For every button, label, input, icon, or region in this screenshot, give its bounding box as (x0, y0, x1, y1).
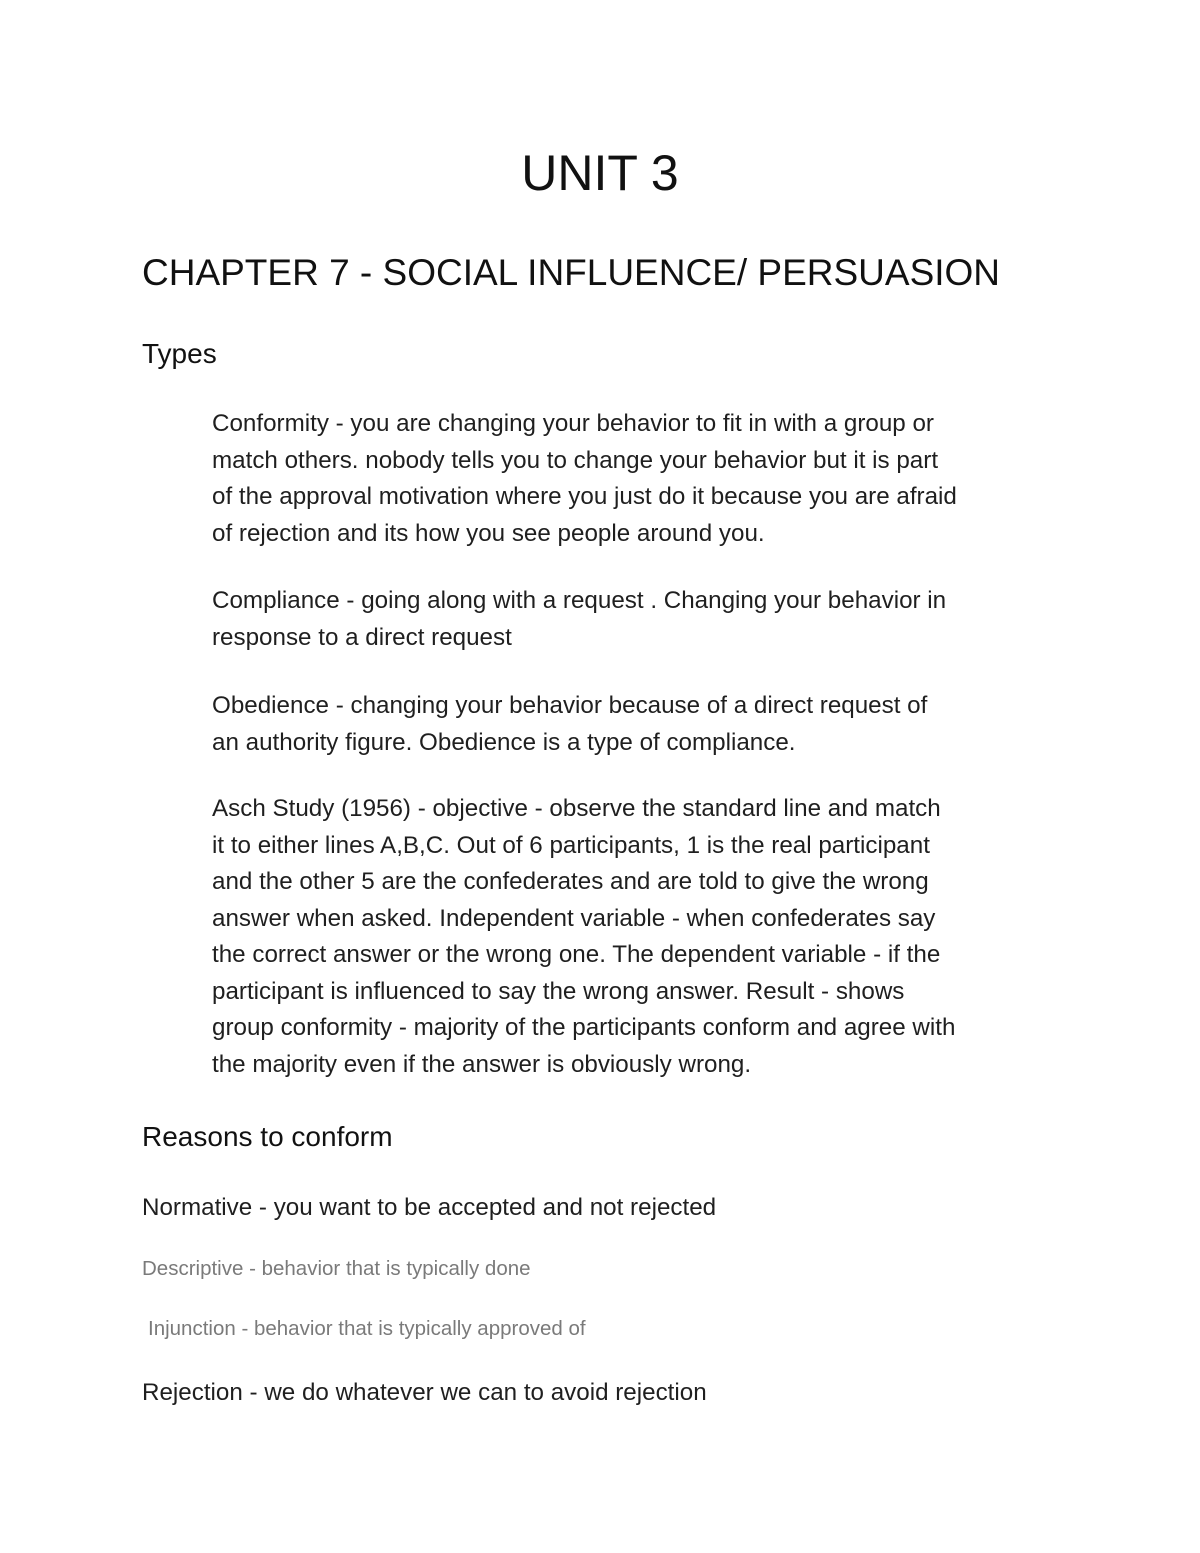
paragraph-line: Conformity - you are changing your behavior to fit in with a group or (212, 410, 934, 437)
paragraph-line: it to either lines A,B,C. Out of 6 participants, 1 is the real participant (212, 831, 930, 859)
asch-study-paragraph (212, 791, 1072, 1083)
paragraph-line: the correct answer or the wrong one. The dependent variable - if the (212, 941, 941, 968)
paragraph-line: Asch Study (1956) - objective - observe the standard line and match (212, 795, 941, 822)
paragraph-line: response to a direct request (212, 623, 512, 651)
paragraph-line: of the approval motivation where you just do it because you are afraid (212, 483, 957, 510)
paragraph-line: Obedience - changing your behavior because of a direct request of (212, 692, 928, 719)
normative-reason: Normative - you want to be accepted and not rejected (142, 1194, 717, 1221)
conformity-paragraph (212, 406, 1072, 552)
reasons-heading: Reasons to conform (142, 1121, 393, 1152)
injunction-norm: Injunction - behavior that is typically approved of (148, 1317, 586, 1340)
paragraph-line: of rejection and its how you see people around you. (212, 519, 765, 547)
chapter-title: CHAPTER 7 - SOCIAL INFLUENCE/ PERSUASION (142, 252, 1001, 293)
rejection-reason: Rejection - we do whatever we can to avoid rejection (142, 1379, 707, 1406)
paragraph-line: Compliance - going along with a request . Changing your behavior in (212, 587, 947, 614)
paragraph-line: participant is influenced to say the wrong answer. Result - shows (212, 977, 905, 1005)
obedience-paragraph (212, 688, 1072, 761)
compliance-paragraph (212, 583, 1072, 656)
paragraph-line: an authority figure. Obedience is a type of compliance. (212, 728, 796, 756)
paragraph-line: answer when asked. Independent variable - when confederates say (212, 904, 936, 932)
paragraph-line: match others. nobody tells you to change your behavior but it is part (212, 446, 939, 474)
unit-title: UNIT 3 (521, 145, 679, 201)
types-heading: Types (142, 338, 217, 369)
paragraph-line: and the other 5 are the confederates and are told to give the wrong (212, 868, 929, 895)
paragraph-line: group conformity - majority of the participants conform and agree with (212, 1014, 956, 1041)
paragraph-line: the majority even if the answer is obviously wrong. (212, 1050, 752, 1078)
descriptive-norm: Descriptive - behavior that is typically done (142, 1257, 531, 1280)
